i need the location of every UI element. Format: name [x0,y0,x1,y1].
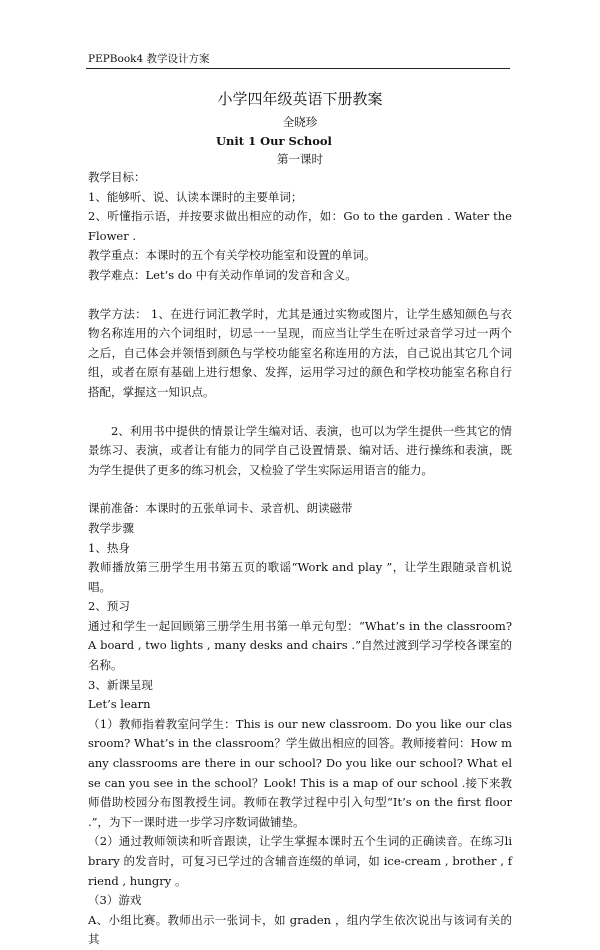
step-3-part-1: （1）教师指着教室问学生：This is our new classroom. Do you like our classroom? What’s in the classroom？学生做出相应的回答。教师接着问：How many classrooms are there in our school? Do you like our school? What else can you see in the school？Look! This is a map of our school .接下来教师借助校园分布图教授生词。教师在教学过程中引入句型“It’s on the first floor .”，为下一课时进一步学习序数词做铺垫。 [88,716,512,829]
teaching-method-1: 教学方法： 1、在进行词汇教学时，尤其是通过实物或图片，让学生感知颜色与衣物名称连用的六个词组时，切忌一一呈现，而应当让学生在听过录音学习过一两个之后，自己体会并领悟到颜色与学校功能室名称连用的方法，自己说出其它几个词组，或者在原有基础上进行想象、发挥，运用学习过的颜色和学校功能室名称自行搭配，掌握这一知识点。 [88,306,512,399]
objectives-heading: 教学目标： [88,170,146,184]
step-1-text: 教师播放第三册学生用书第五页的歌谣“Work and play ”，让学生跟随录音机说唱。 [88,560,512,594]
document-body [88,88,512,950]
step-2-text: 通过和学生一起回顾第三册学生用书第一单元句型：“What’s in the classroom? A board , two lights , many desks and chairs .”自然过渡到学习学校各课室的名称。 [88,618,512,673]
step-1-heading: 1、热身 [88,540,130,555]
steps-heading: 教学步骤 [88,520,134,535]
lesson-heading: 第一课时 [277,152,323,166]
lets-learn: Let’s learn [88,697,151,712]
document-title: 小学四年级英语下册教案 [217,90,383,108]
objective-1: 1、能够听、说、认读本课时的主要单词； [88,189,303,204]
step-3-part-3: （3）游戏 [88,893,142,908]
page-header: PEPBook4 教学设计方案 [88,53,210,65]
spacer [88,403,512,422]
key-points: 教学重点：本课时的五个有关学校功能室和设置的单词。 [88,248,376,263]
game-a: A、小组比赛。教师出示一张词卡，如 graden ，组内学生依次说出与该词有关的其 [88,912,512,947]
spacer [88,480,512,499]
preparation: 课前准备：本课时的五张单词卡、录音机、朗读磁带 [88,501,353,516]
teaching-method-2: 2、利用书中提供的情景让学生编对话、表演，也可以为学生提供一些其它的情景练习、表演，或者让有能力的同学自己设置情景、编对话、进行操练和表演，既为学生提供了更多的练习机会，又检验了学生实际运用语言的能力。 [88,423,512,477]
objective-2: 2、听懂指示语，并按要求做出相应的动作，如：Go to the garden . Water the Flower . [88,209,512,243]
spacer [88,286,512,305]
step-3-heading: 3、新课呈现 [88,677,153,692]
header-divider [86,68,510,69]
document-author: 全晓珍 [282,115,318,129]
unit-heading: Unit 1 Our School [216,134,332,148]
difficult-points: 教学难点：Let’s do 中有关动作单词的发音和含义。 [88,267,357,282]
step-2-heading: 2、预习 [88,599,130,614]
step-3-part-2: （2）通过教师领读和听音跟读，让学生掌握本课时五个生词的正确读音。在练习library 的发音时，可复习已学过的含辅音连缀的单词，如 ice-cream , brother , friend , hungry 。 [88,834,512,888]
